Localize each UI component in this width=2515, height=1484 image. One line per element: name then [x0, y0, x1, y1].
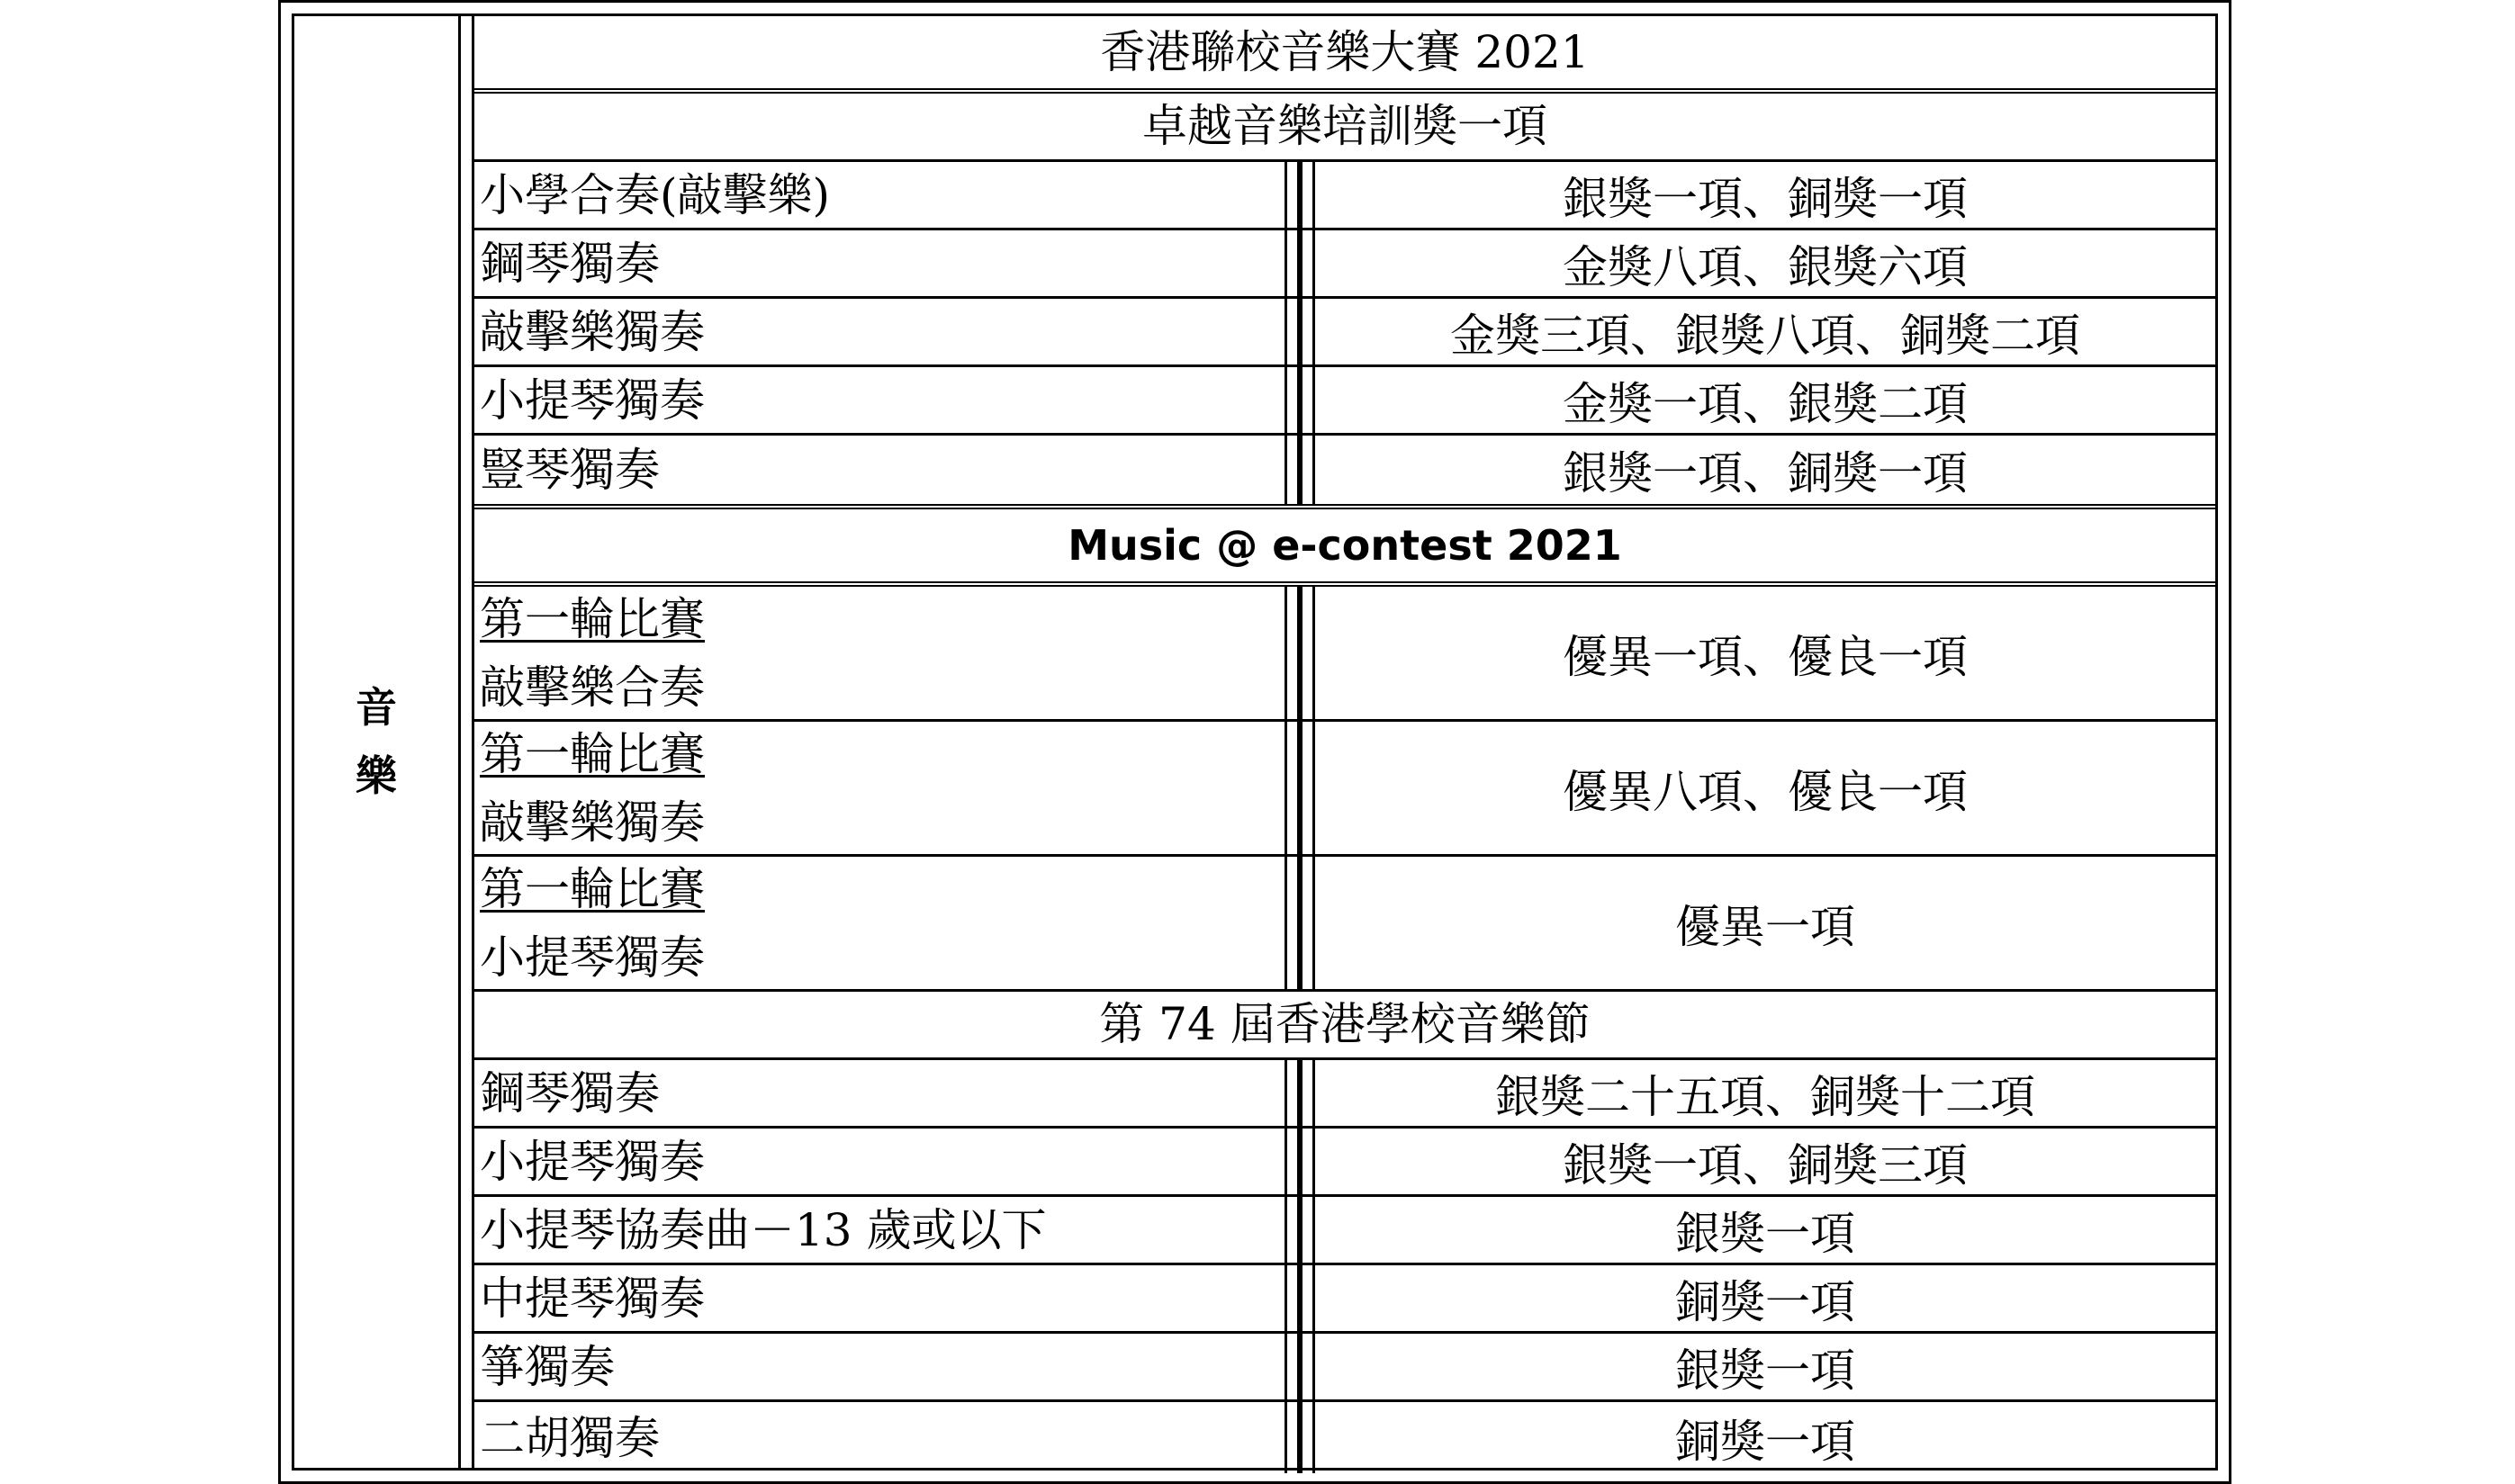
item-cell — [480, 587, 1281, 719]
item-cell — [480, 436, 1281, 504]
section-title-text: Music @ e-contest 2021 — [1068, 521, 1622, 570]
round-label: 第一輪比賽 — [480, 592, 705, 645]
award-text: 銀獎一項 — [1675, 1344, 1855, 1397]
award-text: 金獎三項、銀獎八項、銅獎二項 — [1450, 309, 2080, 362]
award-text: 銀獎一項 — [1675, 1207, 1855, 1260]
award-text: 銀獎二十五項、銅獎十二項 — [1495, 1070, 2035, 1123]
item-name: 小提琴獨奏 — [480, 373, 705, 427]
award-cell — [1315, 1265, 2215, 1331]
item-name: 二胡獨奏 — [480, 1411, 660, 1464]
column-divider — [1285, 1402, 1315, 1473]
award-cell — [1315, 1334, 2215, 1399]
item-cell — [480, 367, 1281, 433]
award-cell — [1315, 857, 2215, 989]
category-char-1: 音 — [356, 683, 397, 732]
award-text: 銀獎一項、銅獎一項 — [1563, 172, 1968, 225]
item-name: 鋼琴獨奏 — [480, 1066, 660, 1120]
award-text: 銀獎一項、銅獎一項 — [1563, 447, 1968, 499]
item-cell — [480, 1334, 1281, 1399]
item-name: 小提琴協奏曲－13 歲或以下 — [480, 1203, 1047, 1256]
item-name: 中提琴獨奏 — [480, 1272, 705, 1325]
table-row — [474, 1060, 2215, 1129]
column-divider — [1285, 436, 1315, 504]
award-table — [278, 0, 2231, 1484]
table-row — [474, 1265, 2215, 1334]
award-cell — [1315, 436, 2215, 504]
item-cell — [480, 299, 1281, 364]
award-text: 優異一項 — [1675, 900, 1855, 953]
table-row — [474, 1334, 2215, 1402]
column-divider — [1285, 1265, 1315, 1331]
item-name: 小提琴獨奏 — [480, 931, 705, 984]
award-cell — [1315, 1129, 2215, 1194]
item-cell — [480, 722, 1281, 854]
award-cell — [1315, 230, 2215, 296]
award-cell — [1315, 162, 2215, 228]
award-text: 銀獎一項、銅獎三項 — [1563, 1138, 1968, 1192]
column-divider — [1285, 162, 1315, 228]
column-divider — [1285, 367, 1315, 433]
item-cell — [480, 1197, 1281, 1263]
item-cell — [480, 857, 1281, 989]
item-cell — [480, 162, 1281, 228]
table-row — [474, 722, 2215, 857]
table-row — [474, 162, 2215, 230]
table-row — [474, 1402, 2215, 1473]
column-divider — [1285, 1129, 1315, 1194]
item-name: 敲擊樂合奏 — [480, 661, 705, 714]
table-row — [474, 857, 2215, 992]
award-cell — [1315, 587, 2215, 719]
item-cell — [480, 230, 1281, 296]
item-name: 小提琴獨奏 — [480, 1135, 705, 1188]
item-name: 小學合奏(敲擊樂) — [480, 168, 831, 221]
table-row — [474, 367, 2215, 436]
award-text: 銅獎一項 — [1675, 1275, 1855, 1328]
column-divider — [1285, 1197, 1315, 1263]
item-cell — [480, 1402, 1281, 1473]
award-text: 優異八項、優良一項 — [1563, 765, 1968, 818]
section-title-text: 第 74 屆香港學校音樂節 — [1099, 998, 1591, 1050]
item-cell — [480, 1060, 1281, 1126]
section-title — [474, 992, 2215, 1060]
item-name: 豎琴獨奏 — [480, 444, 660, 496]
category-column — [294, 16, 461, 1468]
section-title — [474, 16, 2215, 94]
category-char-2: 樂 — [356, 751, 397, 800]
column-divider — [1285, 1334, 1315, 1399]
item-name: 鋼琴獨奏 — [480, 237, 660, 290]
award-text: 金獎八項、銀獎六項 — [1563, 240, 1968, 293]
round-label: 第一輪比賽 — [480, 862, 705, 915]
column-divider — [1285, 299, 1315, 364]
item-cell — [480, 1129, 1281, 1194]
item-cell — [480, 1265, 1281, 1331]
column-divider — [1285, 230, 1315, 296]
award-cell — [1315, 1402, 2215, 1473]
award-table-inner — [292, 13, 2218, 1471]
award-cell — [1315, 1197, 2215, 1263]
award-cell — [1315, 299, 2215, 364]
column-divider — [1285, 587, 1315, 719]
round-label: 第一輪比賽 — [480, 727, 705, 780]
section-subtitle-text: 卓越音樂培訓獎一項 — [1142, 100, 1547, 152]
table-row — [474, 230, 2215, 299]
award-text: 金獎一項、銀獎二項 — [1563, 377, 1968, 430]
item-name: 敲擊樂獨奏 — [480, 305, 705, 358]
section-title-text: 香港聯校音樂大賽 2021 — [1100, 26, 1590, 78]
column-divider — [1285, 722, 1315, 854]
award-cell — [1315, 1060, 2215, 1126]
table-row — [474, 1197, 2215, 1265]
table-row — [474, 299, 2215, 367]
table-row — [474, 436, 2215, 509]
section-subtitle — [474, 94, 2215, 162]
section-title — [474, 509, 2215, 587]
column-divider — [1285, 1060, 1315, 1126]
table-row — [474, 587, 2215, 722]
item-name: 敲擊樂獨奏 — [480, 796, 705, 849]
award-cell — [1315, 722, 2215, 854]
item-name: 箏獨奏 — [480, 1340, 615, 1393]
award-cell — [1315, 367, 2215, 433]
table-row — [474, 1129, 2215, 1197]
column-divider — [1285, 857, 1315, 989]
award-grid — [472, 16, 2215, 1468]
category-label — [294, 673, 458, 810]
award-text: 銅獎一項 — [1675, 1415, 1855, 1468]
award-text: 優異一項、優良一項 — [1563, 630, 1968, 683]
